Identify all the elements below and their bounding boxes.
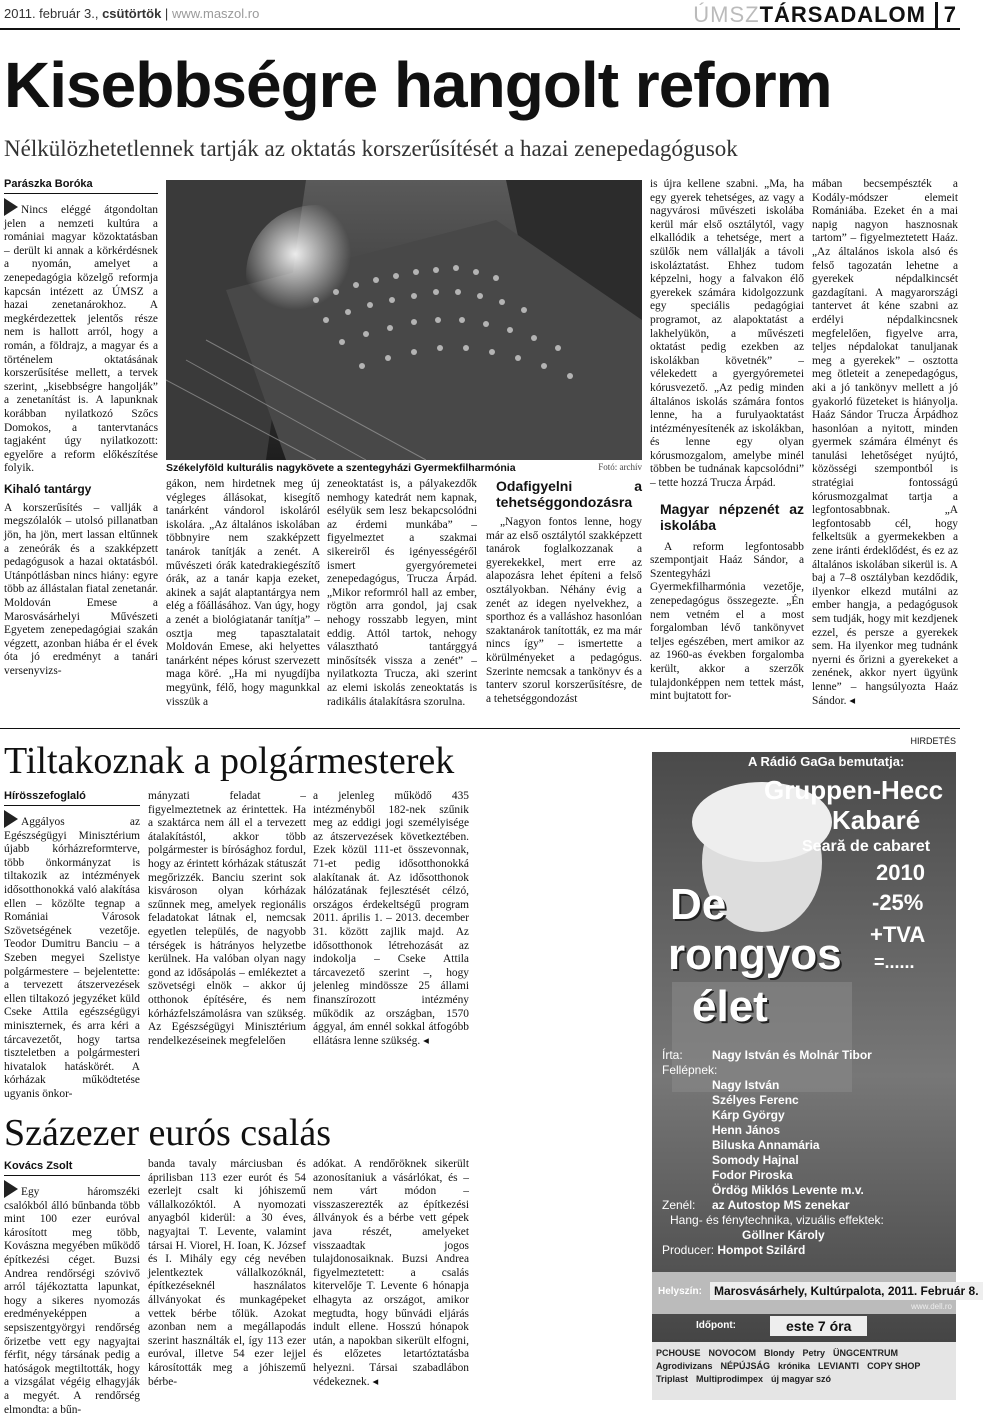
ad-writer-label: Írta: xyxy=(662,1048,683,1062)
ad-play-title-1: De xyxy=(670,880,727,929)
page-number: 7 xyxy=(935,2,956,28)
article1-column-6 xyxy=(812,178,958,722)
sponsor-logo: Triplast xyxy=(656,1374,689,1384)
photo-caption-text: Székelyföld kulturális nagykövete a szentegyházi Gyermekfilharmónia xyxy=(166,462,516,474)
ad-cast-member: Fodor Piroska xyxy=(712,1168,793,1182)
article3-byline-rule xyxy=(4,1175,140,1176)
ad-play-title-2: rongyos xyxy=(668,930,842,979)
article3-column-2 xyxy=(148,1158,306,1400)
byline-rule xyxy=(4,193,158,194)
ad-cast-member: Biluska Annamária xyxy=(712,1138,820,1152)
issue-date xyxy=(4,6,259,21)
ad-cast-member: Nagy István xyxy=(712,1078,780,1092)
byline-author: Parászka Boróka xyxy=(4,178,93,190)
sponsor-logo: ÜNGCENTRUM xyxy=(833,1348,899,1358)
sponsor-logo: krónika xyxy=(778,1361,811,1371)
article1-col1-text: Nincs eléggé átgondoltan jelen a nemzeti kultúra a romániai magyar közoktatásban – derült ki annak a körkérdésnek a nyomán, amelyet a zenepedagógia közelgő reformja kapcsán intézett az ÚMSZ a hazai zenetanárokhoz. A megkérdezettek jelentős része nem is hallott arról, hogy a román, a földrajz, a magyar és a történelem oktatásának korszerűsítése mellett, a tervek szerint, „kisebbségre hangolják” a zenetanítást is. A lapunknak korábban nyilatkozó Szőcs Domokos, a tantervtanács tagjaként úgy nyilatkozott: egyelőre a reform előkészítése folyik. xyxy=(4,204,158,475)
article2-byline: Hírösszefoglaló xyxy=(4,790,86,802)
ad-producer-label: Producer: xyxy=(662,1243,715,1257)
sponsor-logo: Petry xyxy=(802,1348,826,1358)
article3-column-3 xyxy=(313,1158,469,1400)
article1-col5-text: is újra kellene szabni. „Ma, ha egy gyerek tehetséges, az vagy a nagyvárosi művészeti iskolába kerül már első osztálytól, vagy elkallódik a tehetsége, mert a szülők nem vállalják a távoli iskoláztatást. Ehhez tudom képzelni, hogy a falvakon élő gyerekek számára kidolgozzunk egy speciális pedagógiai programot, az alapoktatást a lakhelyükön, a művészeti oktatást pedig ezekben az iskolákban követnék” – vélekedett a gyergyóremetei kórusvezető. „Az pedig minden általános iskolás számára fontos lenne, ha a furulyaoktatást intézményesítenék az iskolákban, és lenne egy olyan kórusmozgalom, amelybe minél többen be tudnának kapcsolódni” – tette hozzá Trucza Árpád. xyxy=(650,178,804,490)
sponsor-logo: NÉPÚJSÁG xyxy=(720,1361,771,1371)
article1-column-1 xyxy=(4,198,158,720)
sponsor-logo: Multiprodimpex xyxy=(696,1374,764,1384)
ad-cast-member: Kárp György xyxy=(712,1108,785,1122)
date-text: 2011. február 3., xyxy=(4,6,99,21)
headline: Kisebbségre hangolt reform xyxy=(4,49,832,121)
sponsor-logo: PCHOUSE xyxy=(656,1348,701,1358)
ad-time-label: Időpont: xyxy=(696,1320,736,1331)
ad-music: az Autostop MS zenekar xyxy=(712,1198,850,1212)
ad-presenter: A Rádió GaGa bemutatja: xyxy=(748,754,905,769)
subsection-title: Kihaló tantárgy xyxy=(4,481,92,496)
ad-discount: -25% xyxy=(872,890,924,915)
article1-col2-text: gákon, nem hirdetnek meg új végleges állásokat, kisegítő tanárként vándorol iskoláról iskolára. „Az általános iskolában többnyire nem szakképzett tanárok tanítják a zenét. A művészeti órák katedrakiegészítő órák, az a tanár kapja ezeket, akinek a saját alaptantárgya nem elég a főállásához. Van úgy, hogy a zenét a biológiatanár tanítja” – osztja meg tapasztalatait Moldován Emese, aki helyettes tanárként népes kórust szervezett maga köré. „Ha mi nyugdíjba megyünk, félő, hogy magunkkal visszük a xyxy=(166,478,320,708)
photo-credit: Fotó: archív xyxy=(598,462,642,472)
ad-play-title-3: élet xyxy=(692,982,768,1031)
ad-sound-label: Hang- és fénytechnika, vizuális effektek: xyxy=(670,1213,884,1227)
sponsor-logo: Blondy xyxy=(764,1348,795,1358)
ad-cast-member: Ördög Miklós Levente m.v. xyxy=(712,1183,864,1197)
ad-cast-member: Szélyes Ferenc xyxy=(712,1093,799,1107)
site-link[interactable]: www.maszol.ro xyxy=(171,6,260,21)
ad-year: 2010 xyxy=(876,860,925,885)
article2-headline: Tiltakoznak a polgármesterek xyxy=(4,740,455,782)
ad-show-title-2: Kabaré xyxy=(832,805,921,835)
subheadline: Nélkülözhetetlennek tartják az oktatás korszerűsítését a hazai zenepedagógusok xyxy=(4,136,738,161)
article3-col2-text: banda tavaly márciusban és áprilisban 113 ezer eurót és 54 ezerlejt csalt ki jóhiszemű vállalkozóktól. A nyomozati anyagból kiderül: a 30 éves, nagyajtai T. Levente, valamint társai H. Viorel, H. Ioan, K. József és I. Mihály egy cég nevében jelentkeztek vállalkozóknál, építkezéseknél használatos állványokat és munkagépeket vettek bérbe tőlük. Azokat azonban nem a megállapodás szerint használták el, így 113 ezer euróval, illetve 54 ezer lejjel károsították meg a jóhiszemű bérbe- xyxy=(148,1158,306,1388)
subsection-title-2: Magyar népzenét az iskolába xyxy=(660,500,804,533)
advertisement[interactable] xyxy=(652,752,979,1400)
article3-byline: Kovács Zsolt xyxy=(4,1160,73,1172)
article1-col4-text: „Nagyon fontos lenne, hogy már az első osztálytól szakképzett tanárok foglalkozzanak a gyerekekkel, mert erre az alapozásra lehet építeni a felső osztályokban. Néhány évig a zenét az idegen nyelvekhez, a sporthoz és a valláshoz hasonlóan szaktanárok tanították, ez ma már nincs így” – ismertette a körülményeket a pedagógus. Szerinte nemcsak a tankönyv és a tanterv szorul korszerűsítésre, de a tehetséggondozást xyxy=(486,516,642,705)
ad-show-title: Gruppen-Hecc xyxy=(764,775,944,805)
sidebar-title: Odafigyelni a tehetséggondozásra xyxy=(496,478,642,510)
ad-sponsor-logos xyxy=(656,1348,952,1384)
article3-col1-text: Egy háromszéki csalókból álló bűnbanda több mint 100 ezer euróval károsított meg több, Kovászna megyében működő építkezési céget. Buzsi Andrea rendőrségi szóvivő arról tájékoztatta lapunkat, hogy a sikeres nyomozás eredményeképpen a sepsiszentgyörgyi rendőrség őrizetbe vett egy nagyajtai férfit, négy társának pedig a hatóságok megtiltották, hogy a vizsgálat végéig elhagyják a megyét. A rendőrség elmondta: a bűn- xyxy=(4,1186,140,1416)
ad-credits xyxy=(662,1048,952,1258)
ad-sound: Göllner Károly xyxy=(742,1228,825,1242)
article2-column-3 xyxy=(313,790,469,1094)
ad-producer: Hompot Szilárd xyxy=(717,1243,806,1257)
lead-arrow-icon-3 xyxy=(4,1180,18,1198)
article2-col2-text: mányzati feladat – figyelmeztetnek az érintettek. Ha a szaktárca nem áll el a tervezett átalakítástól, akkor több polgármester is bírósághoz fordul, hogy az érintett kórházak státuszát megőrizzék. Banciu szerint sok kisvároson olyan kórházak szűnnek meg, amelyek regionális feladatokat látnak el, nemcsak egyetlen település, de nagyobb térségek is hátrányos helyzetbe kerülnek. Ha valóban olyan nagy gond az idősápolás – emlékeztet a szövetségi elnök – akkor új otthonok építésére, és nem kórházfelszámolásra van szükség. Az Egészségügyi Minisztérium rendelkezéseinek megfelelően xyxy=(148,790,306,1047)
lead-arrow-icon-2 xyxy=(4,810,18,828)
choir-photo-image xyxy=(166,180,642,460)
section-name: TÁRSADALOM xyxy=(759,2,926,27)
weekday-text: csütörtök xyxy=(102,6,162,21)
section-label xyxy=(693,2,926,28)
ad-cast-label: Fellépnek: xyxy=(662,1063,718,1077)
ad-cast-member: Somody Hajnal xyxy=(712,1153,799,1167)
article2-column-2 xyxy=(148,790,306,1094)
lead-arrow-icon xyxy=(4,198,18,216)
article2-byline-rule xyxy=(4,805,140,806)
section-divider xyxy=(0,728,960,729)
ad-venue-label: Helyszín: xyxy=(658,1286,702,1297)
article1-col6-text: mában becsempészték a Kodály-módszer elemeit Romániába. Ezeket én a mai napig nagyon hasznosnak tartom” – figyelmeztetett Haáz. „Az általános iskola alsó és felső tagozatán lehetne a gyerekek népdalkincsét gazdagítani. A magyarországi tantervet át kéne szabni az erdélyi népdalkincsnek megfelelően, figyelve arra, teljes népdalokat tanuljanak meg a gyerekek” – osztotta meg ötleteit a zenepedagógus, aki a jó tankönyv mellett a jó gyakorló füzeteket is hiányolja. Haáz Sándor Trucza Árpádhoz hasonlóan a nyitott, minden gyermek számára élményt és tanulási lehetőséget nyújtó, közösségi szempontból is stratégiai fontosságú kórusmozgalmat tartja a legfontosabbnak. „A legfontosabb cél, hogy felkeltsük a gyermekekben a zene iránti érdeklődést, és ez az általános iskolában sikerül is. A baj a 7–8 osztályban kezdődik, ilyenkor elkezd mutálni az ember hangja, a pedagógusok sem tudják, hogy mit kezdjenek ezzel, és persze a gyerekek sem. Ha ilyenkor meg tudnánk nyerni és őrizni a gyerekeket a zenének, akkor nyert ügyünk lenne” – hangsúlyozta Haáz Sándor. ◂ xyxy=(812,178,958,707)
sponsor-logo: NOVOCOM xyxy=(708,1348,757,1358)
ad-cast-list xyxy=(662,1078,952,1198)
ad-label: HIRDETÉS xyxy=(910,736,956,746)
ad-price-eq: =...... xyxy=(874,952,915,972)
article3-headline: Százezer eurós csalás xyxy=(4,1112,332,1154)
article2-column-1 xyxy=(4,810,140,1100)
ad-web: www.dell.ro xyxy=(911,1302,952,1311)
ad-writers: Nagy István és Molnár Tibor xyxy=(712,1048,872,1062)
article1-col3-text: zeneoktatást is, a pályakezdők nemhogy katedrát nem kapnak, esélyük sem lesz bekapcsolódni az érdemi munkába” – figyelmeztet a szakmai sikereiről és igényességéről ismert gyergyóremetei zenepedagógus, Trucza Árpád. „Mikor reformról hall az ember, rögtön arra gondol, jaj csak nehogy rosszabb legyen, mint eddig. Attól tartok, nehogy választható tantárggyá minősítsék vissza a zenét” – nyilatkozta Trucza, aki szerint az elemi iskolás zeneoktatás is radikális átalakításra szorulna. xyxy=(327,478,477,708)
page-header xyxy=(0,0,960,28)
article1-column-5 xyxy=(650,178,804,722)
sponsor-logo: Agrodivizans xyxy=(656,1361,713,1371)
ad-music-label: Zenél: xyxy=(662,1198,696,1212)
photo-caption xyxy=(166,462,642,474)
article1-column-3 xyxy=(327,478,477,722)
ad-time: este 7 óra xyxy=(770,1316,867,1336)
article1-column-2 xyxy=(166,478,320,722)
article1-column-4 xyxy=(486,478,642,722)
ad-cast-member: Henn János xyxy=(712,1123,781,1137)
ad-tva: +TVA xyxy=(870,922,926,947)
article1-col1b-text: A korszerűsítés – vallják a megszólalók – utolsó pillanatban jön, ha jön, mert lassan eltűnnek a zeneórák és a szakképzett pedagógusok a hazai oktatásból. Utánpótlásban nincs hiány: egyre több az állástalan fiatal zenetanár. Moldován Emese a Marosvásárhelyi Művészeti Egyetem zenepedagógiai szakán végzett, azonban hiába ér el évek óta jó eredményt a tanári versenyvizs- xyxy=(4,501,159,677)
article2-col3-text: a jelenleg működő 435 intézményből 182-nek szűnik meg az eddigi jogi személyisége az átszervezések következtében. Ezek közül 111-et összevonnak, 71-et pedig idősotthonokká alakítanak át. Az idősotthonok hálózatának fejlesztését célzó, országos érdekeltségű program 2011. április 1. – 2013. december 31. között zajlik majd. Az idősotthonok létrehozását az indokolja – Cseke Attila tárcavezető szerint –, hogy jelenleg mindössze 25 állami finanszírozott intézmény működik az országban, 1570 ággyal, ám ennél sokkal átfogóbb ellátásra lenne szükség. ◂ xyxy=(313,790,469,1047)
article1-col5b-text: A reform legfontosabb szempontjait Haáz Sándor, a Szentegyházi Gyermekfilharmónia vezetője, zenepedagógus összegezte. „Én nem vetném el a most forgalomban lévő tankönyvet teljes egészében, mert amikor az az 1960-as években forgalomba került, akkor a szerzők tulajdonképpen nem tettek mást, mint bujtatott for- xyxy=(650,540,804,703)
header-rule xyxy=(0,28,960,30)
header-separator: | xyxy=(164,6,169,21)
sponsor-logo: COPY SHOP xyxy=(867,1361,921,1371)
sponsor-logo: LEVIANTI xyxy=(818,1361,860,1371)
article3-column-1 xyxy=(4,1180,140,1416)
brand-text: ÚMSZ xyxy=(693,2,760,27)
sponsor-logo: új magyar szó xyxy=(771,1374,832,1384)
article2-col1-text: Aggályos az Egészségügyi Minisztérium újabb kórházreformterve, több önkormányzat is tiltakozik az intézmények idősotthonokká való alakítása ellen – közölte tegnap a Romániai Városok Szövetségének vezetője. Teodor Dumitru Banciu – a Szeben megyei Szelistye polgármestere – bejelentette: a tervezett átszervezések ellen tiltakozó jegyzéket küld Cseke Attila egészségügyi miniszternek, és arra kéri a tárcavezetőt, hogy tartsa tiszteletben a polgármesteri hivatalok hatáskörét. A kórházak működtetése ugyanis önkor- xyxy=(4,816,140,1100)
choir-photo xyxy=(166,180,642,460)
article3-col3-text: adókat. A rendőröknek sikerült azonosítaniuk a vásárlókat, és – nem várt módon – visszaszerezték az építkezési állványok és a bérbe vett gépek java részét, amelyeket visszaadtak jogos tulajdonosaiknak. Buzsi Andrea figyelmeztetett: a csalás kitervelője T. Levente 6 hónapja elhagyta az országot, amikor megtudta, hogy bűnvádi eljárás indult ellene. Hosszú hónapok után, a napokban sikerült elfogni, és előzetes letartóztatásba helyezni. Társai szabadlábon védekeznek. ◂ xyxy=(313,1158,469,1388)
ad-venue: Marosvásárhely, Kultúrpalota, 2011. Február 8. xyxy=(710,1282,983,1300)
ad-show-romanian: Seară de cabaret xyxy=(802,838,931,855)
